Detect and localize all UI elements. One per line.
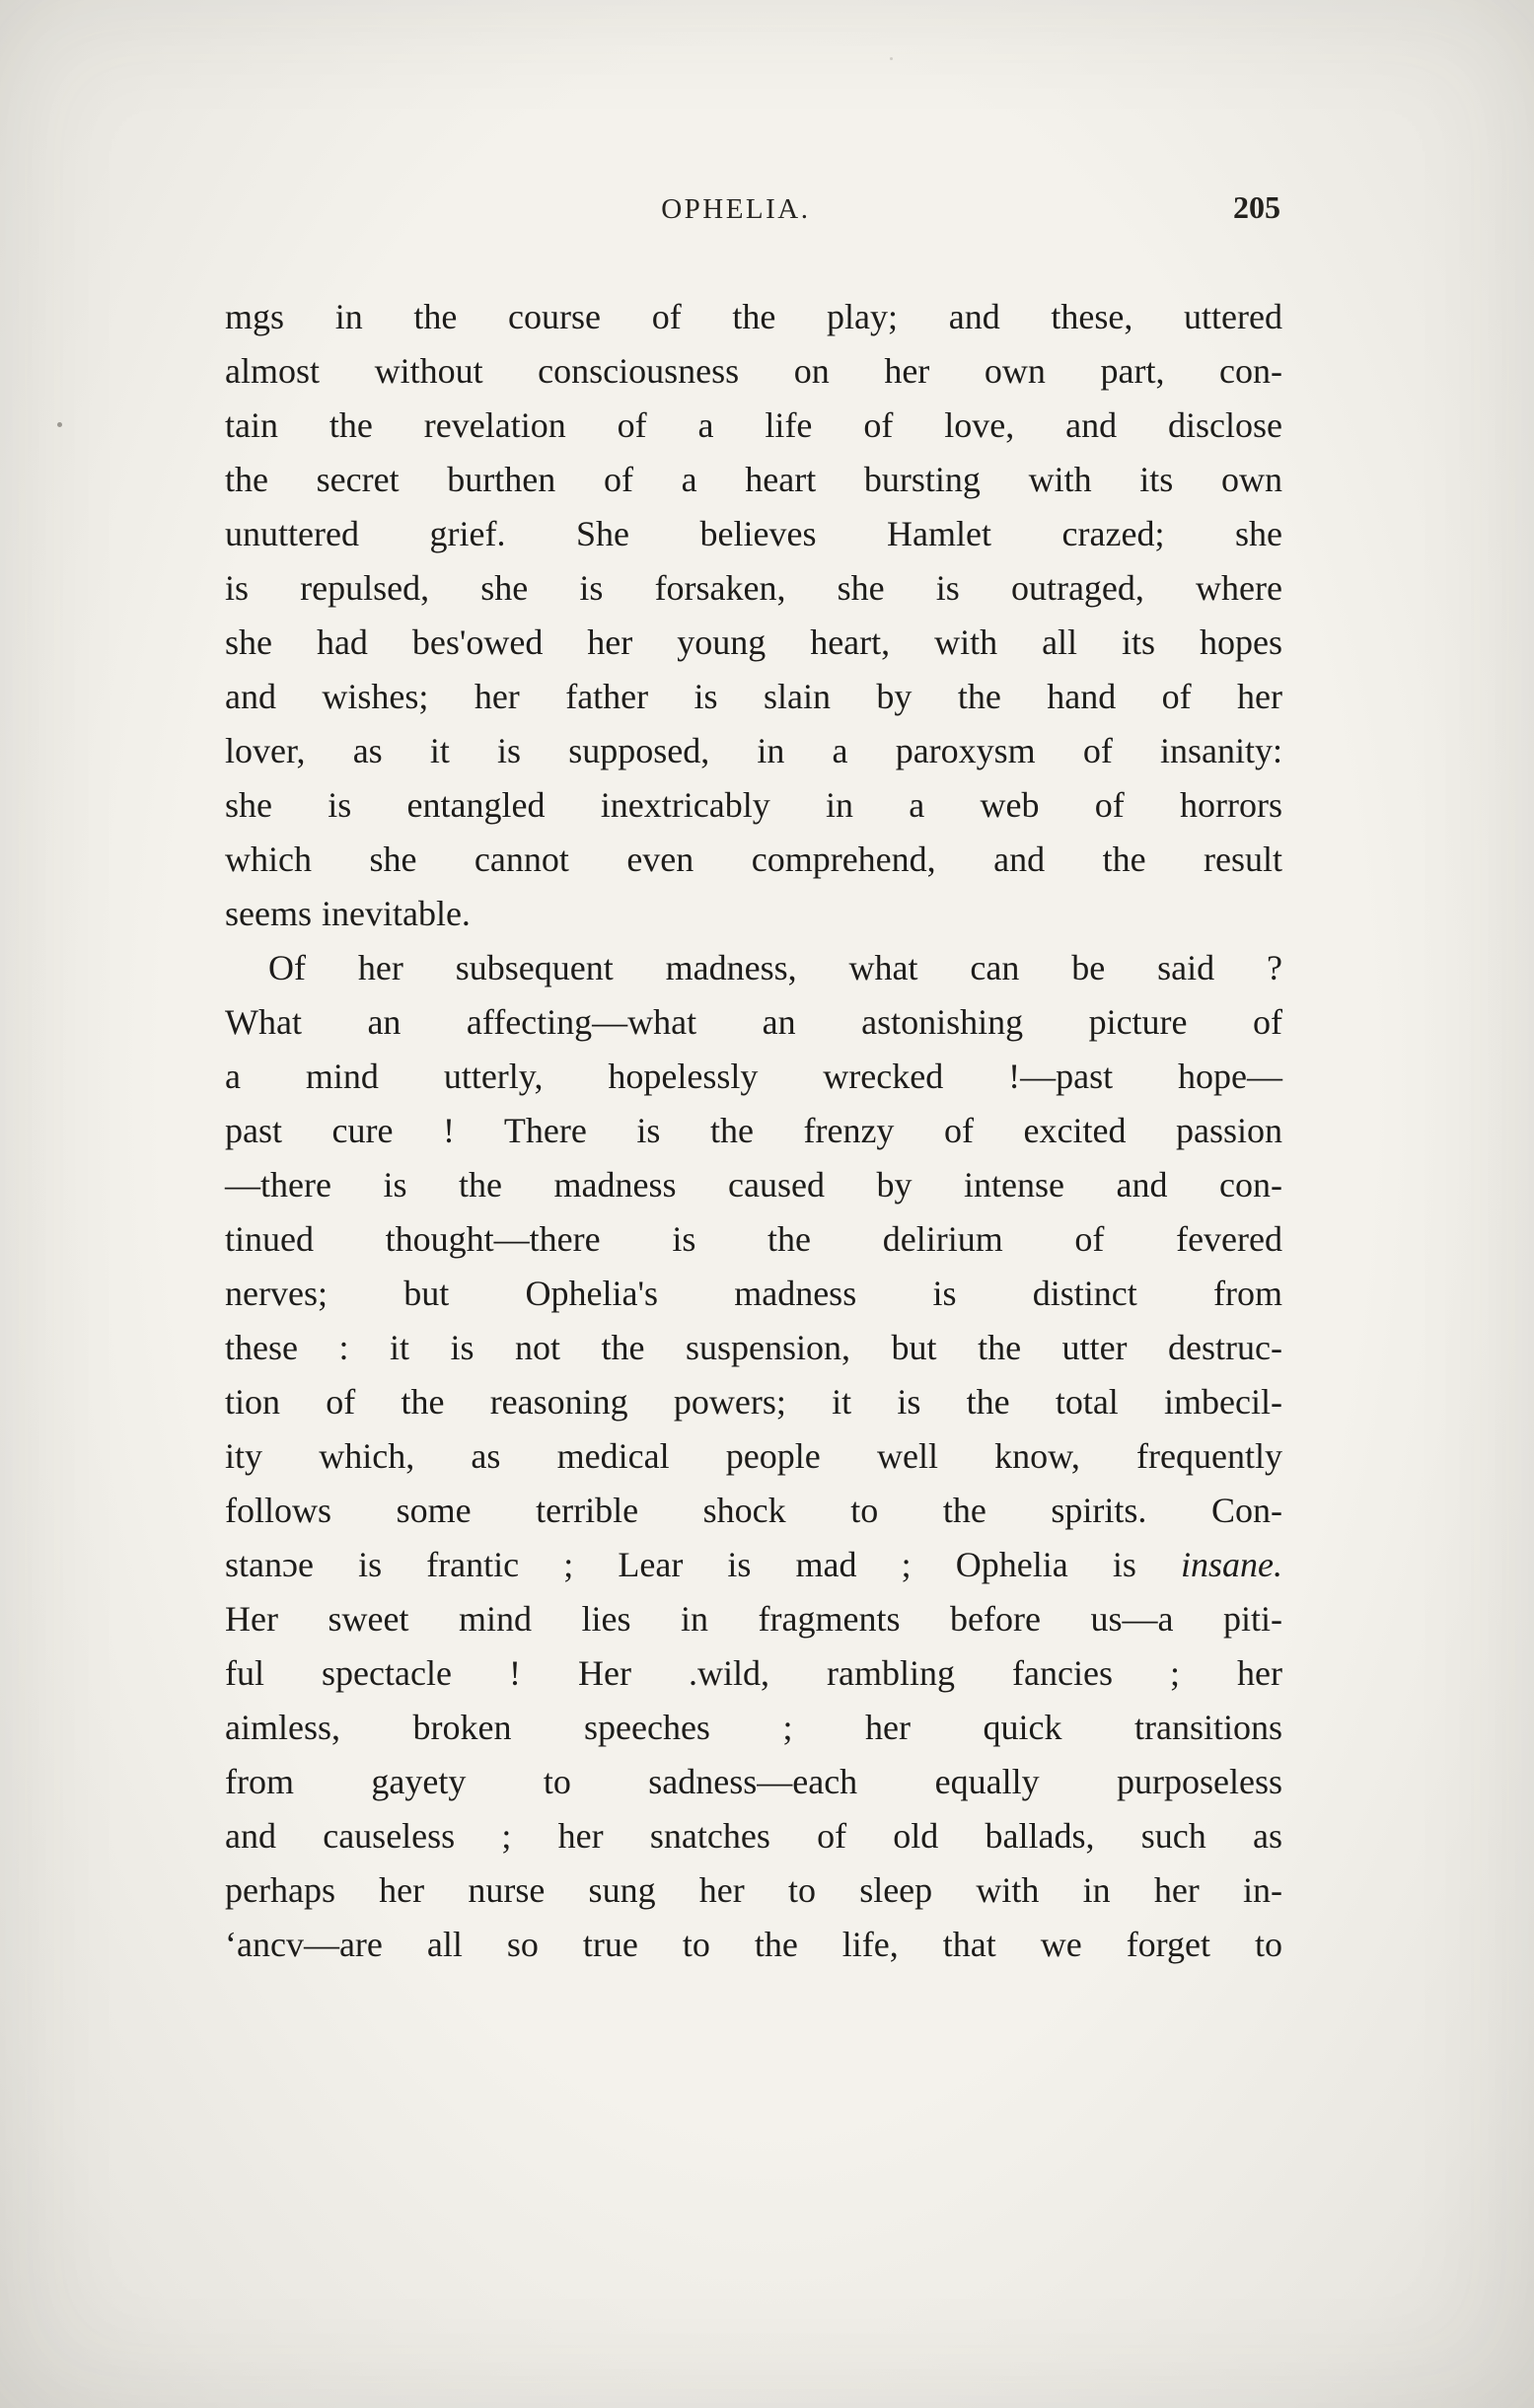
text-line: —there is the madness caused by intense and con- — [225, 1165, 1282, 1204]
text-line: is repulsed, she is forsaken, she is outraged, where — [225, 568, 1282, 608]
scan-speck — [57, 422, 62, 427]
text-line: ity which, as medical people well know, frequently — [225, 1436, 1282, 1476]
page-number: 205 — [1233, 189, 1280, 225]
text-line: tion of the reasoning powers; it is the total imbecil- — [225, 1382, 1282, 1422]
text-line: nerves; but Ophelia's madness is distinct from — [225, 1274, 1282, 1313]
text-line: ʻancv—are all so true to the life, that we forget to — [225, 1925, 1282, 1964]
scan-speck — [890, 57, 893, 60]
text-block — [225, 290, 1282, 1972]
text-line: Of her subsequent madness, what can be said ? — [268, 948, 1282, 987]
text-line: seems inevitable. — [225, 894, 471, 933]
text-line: and causeless ; her snatches of old ballads, such as — [225, 1816, 1282, 1856]
text-line: a mind utterly, hopelessly wrecked !—past hope— — [225, 1057, 1282, 1096]
text-line: lover, as it is supposed, in a paroxysm of insanity: — [225, 731, 1282, 770]
text-line: mgs in the course of the play; and these, uttered — [225, 297, 1282, 336]
text-line: and wishes; her father is slain by the hand of her — [225, 677, 1282, 716]
text-line: she is entangled inextricably in a web of horrors — [225, 785, 1282, 825]
text-line: these : it is not the suspension, but the utter destruc- — [225, 1328, 1282, 1367]
text-line: stanɔe is frantic ; Lear is mad ; Ophelia is insane. — [225, 1545, 1282, 1584]
paragraph — [225, 941, 1282, 1972]
text-line: from gayety to sadness—each equally purposeless — [225, 1762, 1282, 1801]
text-line: unuttered grief. She believes Hamlet crazed; she — [225, 514, 1282, 553]
text-line: almost without consciousness on her own part, con- — [225, 351, 1282, 391]
text-line: perhaps her nurse sung her to sleep with in her in- — [225, 1870, 1282, 1910]
text-line: tain the revelation of a life of love, and disclose — [225, 405, 1282, 445]
text-line: follows some terrible shock to the spirits. Con- — [225, 1491, 1282, 1530]
text-line: aimless, broken speeches ; her quick transitions — [225, 1708, 1282, 1747]
page-header — [225, 189, 1282, 233]
text-line: ful spectacle ! Her .wild, rambling fancies ; her — [225, 1653, 1282, 1693]
text-line: she had bes'owed her young heart, with all its hopes — [225, 622, 1282, 662]
text-line: the secret burthen of a heart bursting with its own — [225, 460, 1282, 499]
running-title: OPHELIA. — [661, 193, 811, 225]
text-line: past cure ! There is the frenzy of excited passion — [225, 1111, 1282, 1150]
text-line: tinued thought—there is the delirium of fevered — [225, 1219, 1282, 1259]
text-line: which she cannot even comprehend, and the result — [225, 839, 1282, 879]
paragraph — [225, 290, 1282, 941]
text-line: What an affecting—what an astonishing picture of — [225, 1002, 1282, 1042]
text-line: Her sweet mind lies in fragments before us—a piti- — [225, 1599, 1282, 1639]
